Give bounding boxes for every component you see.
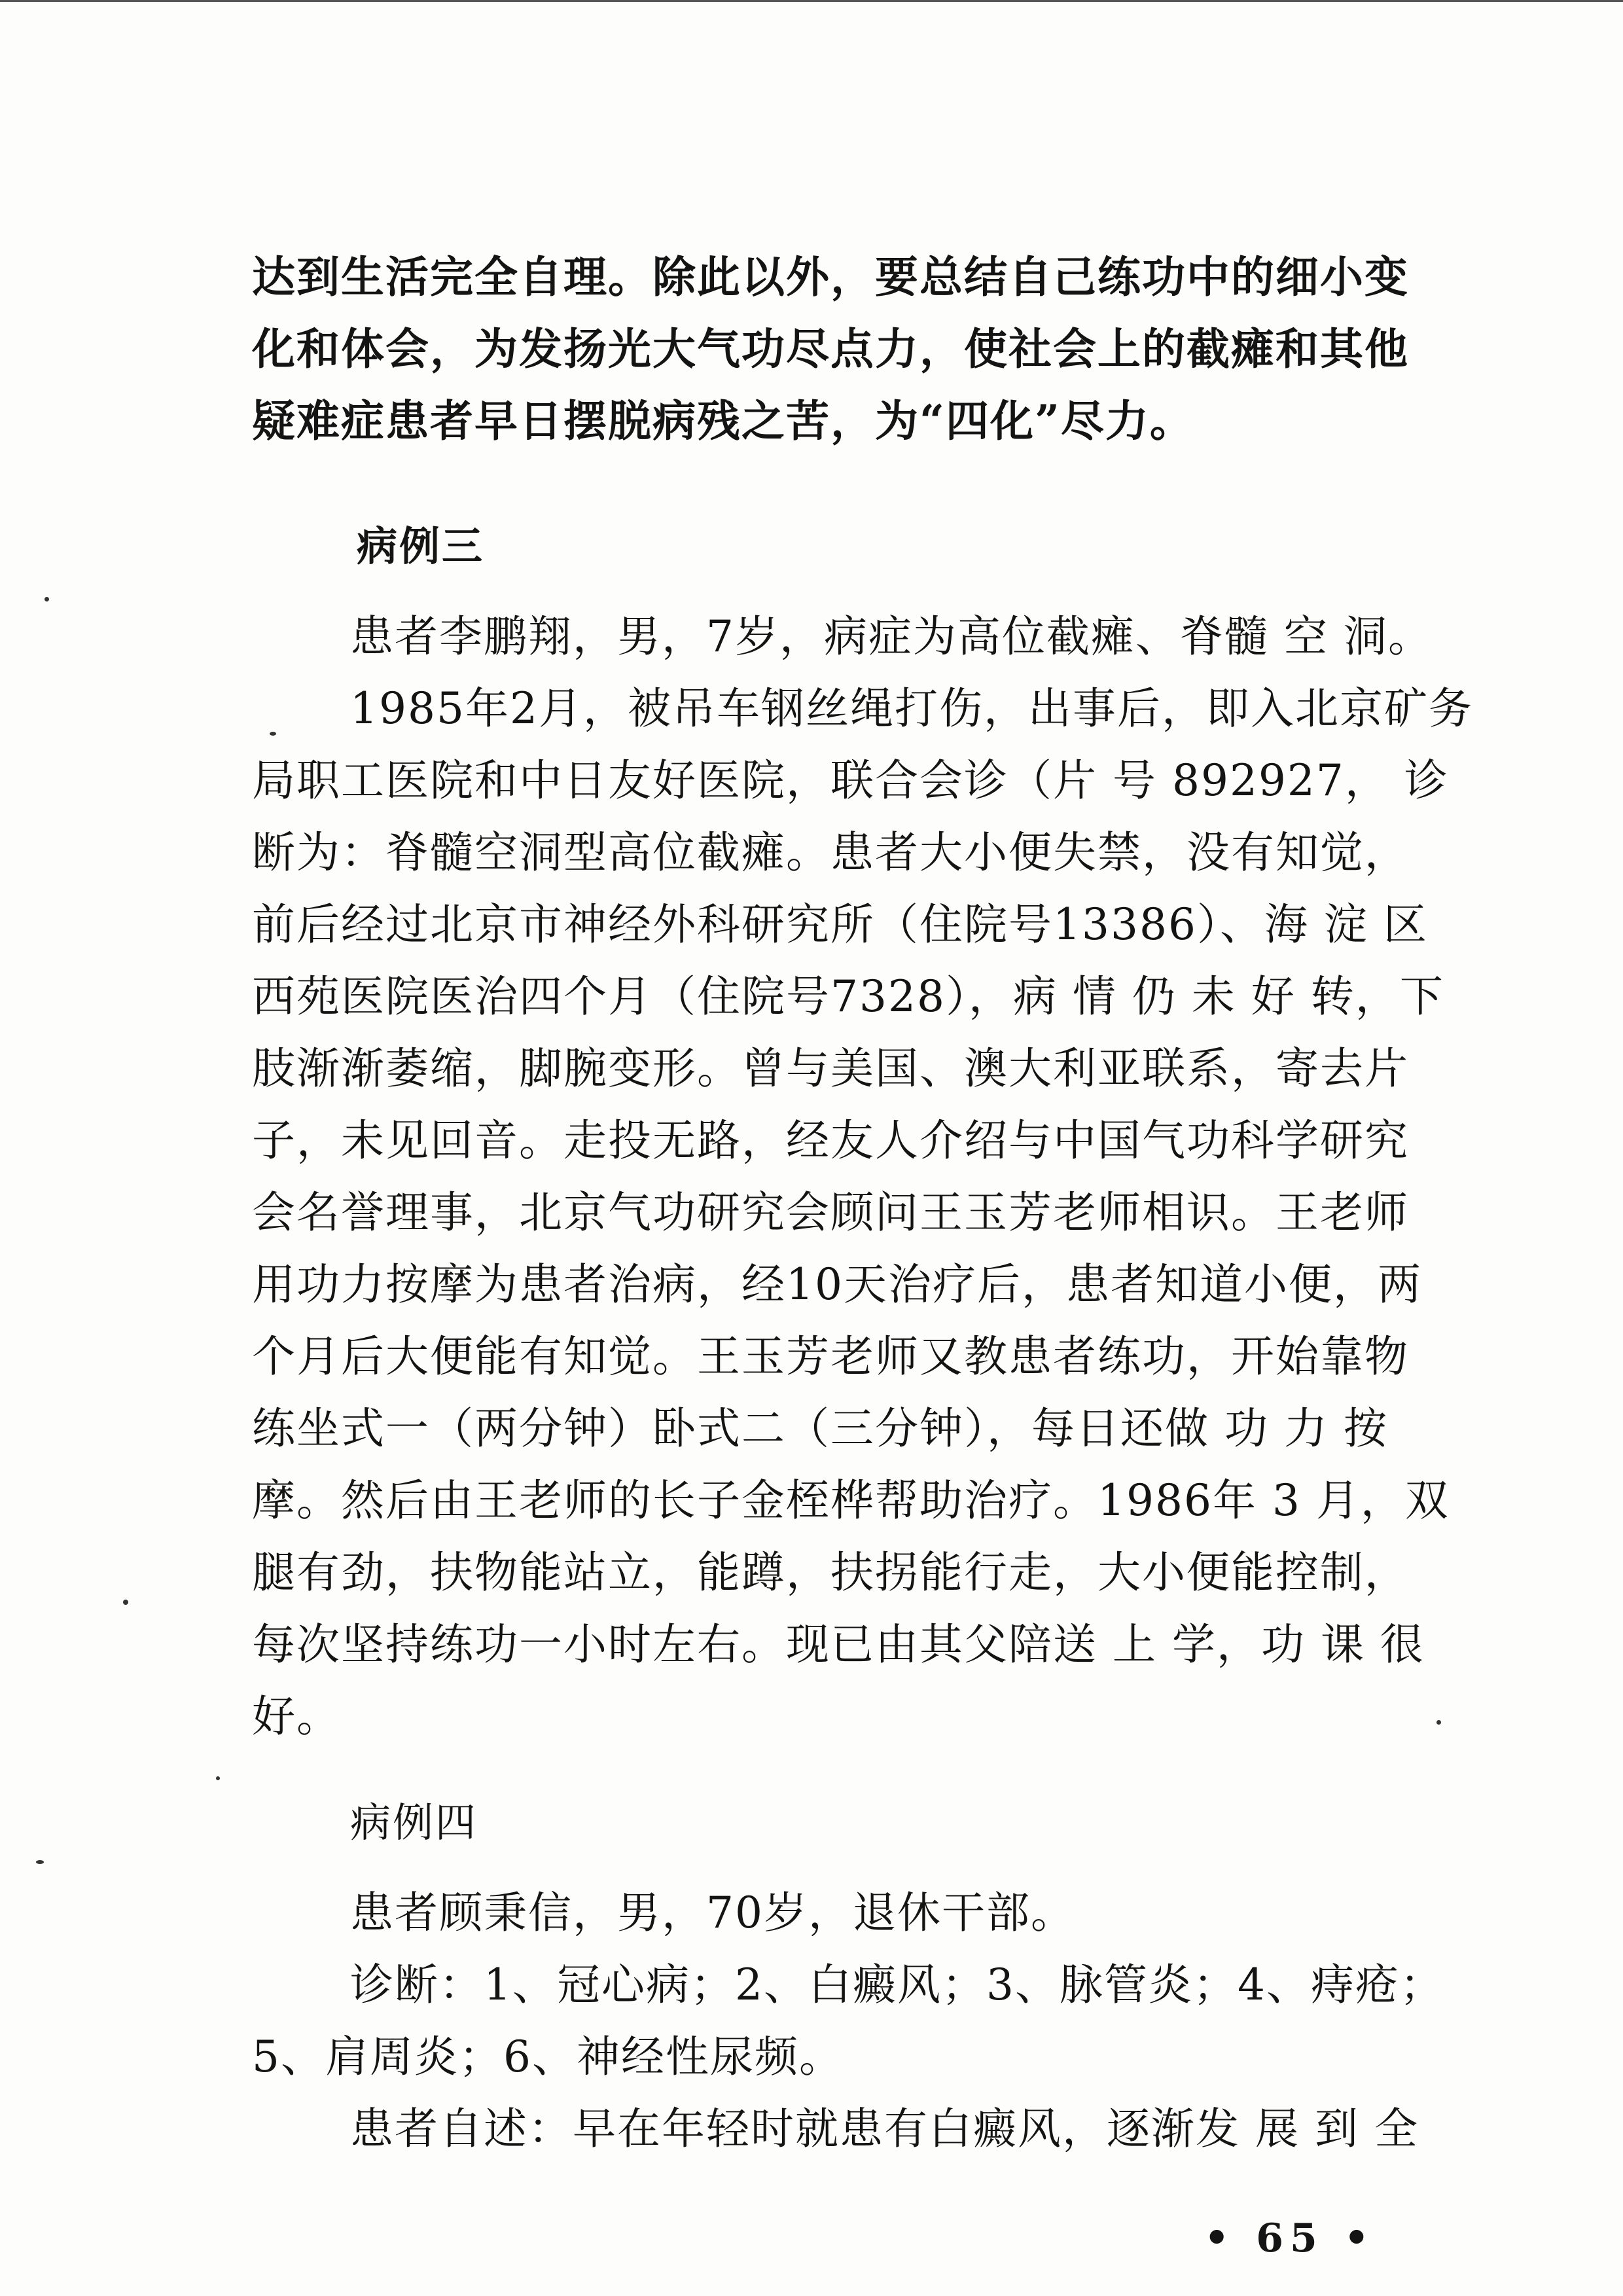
text-line: 疑难症患者早日摆脱病残之苦，为“四化”尽力。	[252, 395, 1194, 446]
text-line: 患者顾秉信，男，70岁，退休干部。	[350, 1888, 1075, 1938]
scan-speck	[36, 1860, 44, 1864]
text-line: 每次坚持练功一小时左右。现已由其父陪送 上 学，功 课 很	[252, 1619, 1425, 1670]
text-line: 摩。然后由王老师的长子金桎桦帮助治疗。1986年 3 月，双	[252, 1475, 1450, 1526]
text-line: 西苑医院医治四个月（住院号7328），病 情 仍 未 好 转，下	[252, 971, 1444, 1022]
text-line: 腿有劲，扶物能站立，能蹲，扶拐能行走，大小便能控制，	[252, 1547, 1409, 1598]
case3-title: 病例三	[357, 522, 485, 570]
scan-speck	[45, 597, 49, 601]
intro-paragraph	[252, 241, 1482, 457]
text-line: 前后经过北京市神经外科研究所（住院号13386）、海 淀 区	[252, 899, 1428, 950]
text-line: 个月后大便能有知觉。王玉芳老师又教患者练功，开始靠物	[252, 1331, 1409, 1382]
scan-speck	[1436, 1720, 1441, 1725]
case4-section	[252, 1787, 1482, 1859]
scan-speck	[123, 1600, 128, 1605]
text-line: 用功力按摩为患者治病，经10天治疗后，患者知道小便，两	[252, 1259, 1422, 1310]
scan-speck	[270, 732, 276, 736]
text-line: 化和体会，为发扬光大气功尽点力，使社会上的截瘫和其他	[252, 323, 1409, 374]
text-line: 1985年2月，被吊车钢丝绳打伤，出事后，即入北京矿务	[350, 683, 1473, 734]
scan-speck	[216, 1776, 220, 1780]
text-line: 肢渐渐萎缩，脚腕变形。曾与美国、澳大利亚联系，寄去片	[252, 1043, 1409, 1094]
scan-edge	[0, 0, 1623, 2]
text-line: 练坐式一（两分钟）卧式二（三分钟），每日还做 功 力 按	[252, 1403, 1388, 1454]
text-line: 好。	[252, 1691, 341, 1742]
text-line: 诊断：1、冠心病；2、白癜风；3、脉管炎；4、痔疮；	[350, 1960, 1444, 2010]
text-line: 子，未见回音。走投无路，经友人介绍与中国气功科学研究	[252, 1115, 1409, 1166]
text-line: 5、肩周炎；6、神经性尿频。	[252, 2032, 844, 2082]
case3-body	[252, 601, 1482, 1753]
text-line: 患者自述：早在年轻时就患有白癜风，逐渐发 展 到 全	[350, 2104, 1419, 2154]
case3-section	[252, 511, 1482, 583]
text-line: 局职工医院和中日友好医院，联合会诊（片 号 892927， 诊	[252, 755, 1449, 806]
text-line: 断为：脊髓空洞型高位截瘫。患者大小便失禁，没有知觉，	[252, 827, 1409, 878]
page-number: • 65 •	[1204, 2215, 1376, 2261]
case4-body	[252, 1877, 1482, 2165]
text-line: 会名誉理事，北京气功研究会顾问王玉芳老师相识。王老师	[252, 1187, 1409, 1238]
text-line: 达到生活完全自理。除此以外，要总结自己练功中的细小变	[252, 251, 1409, 302]
case4-title: 病例四	[350, 1799, 478, 1846]
text-line: 患者李鹏翔，男，7岁，病症为高位截瘫、脊髓 空 洞。	[350, 611, 1433, 662]
